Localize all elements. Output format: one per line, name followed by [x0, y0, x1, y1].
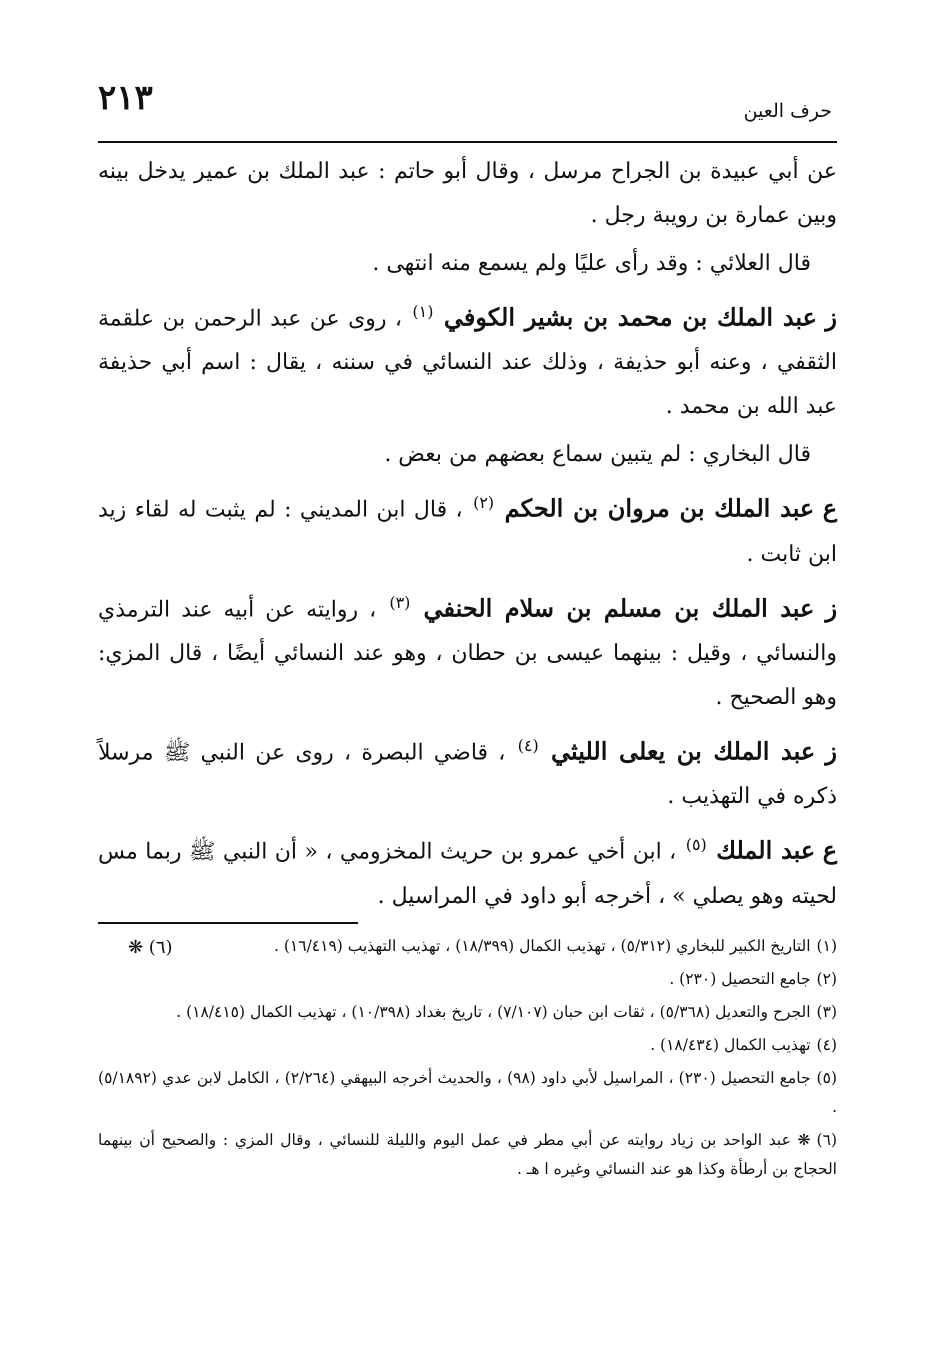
- entry-tag: ع: [822, 493, 838, 523]
- footnotes: [98, 932, 837, 1188]
- footnote-number: (٦): [816, 1131, 837, 1149]
- entry-text: ، ابن أخي عمرو بن حريث المخزومي ، « أن النبي ﷺ ربما مس لحيته وهو يصلي » ، أخرجه أبو داود في المراسيل .: [98, 839, 837, 909]
- footnote-ref[interactable]: (٢): [473, 493, 495, 513]
- entry-abdulmalik-ibn-yala: [98, 724, 837, 819]
- entry-abdulmalik: [98, 823, 837, 918]
- footnote-ref[interactable]: (١): [412, 302, 434, 321]
- footnote-1: [98, 932, 837, 961]
- entry-abdulmalik-ibn-muslim: [98, 581, 837, 720]
- footnote-5: [98, 1064, 837, 1122]
- footnote-text: جامع التحصيل (٢٣٠) .: [669, 970, 811, 988]
- entry-tag: ز: [825, 736, 837, 766]
- footnote-number: (٤): [816, 1036, 837, 1054]
- footnote-text: الجرح والتعديل (٥/٣٦٨) ، ثقات ابن حبان (٧/١٠٧) ، تاريخ بغداد (١٠/٣٩٨) ، تهذيب الكمال (١٨/٤١٥) .: [176, 1003, 811, 1021]
- footnote-ref[interactable]: (٥): [685, 835, 707, 855]
- footnote-ref[interactable]: (٤): [517, 735, 539, 755]
- entry-text: ، روى عن عبد الرحمن بن علقمة الثقفي ، وعنه أبو حذيفة ، وذلك عند النسائي في سننه ، يقال : اسم أبي حذيفة عبد الله بن محمد .: [98, 306, 837, 420]
- header-rule: [98, 141, 837, 143]
- footnote-number: (١): [816, 937, 837, 955]
- entry-text: ، قال ابن المديني : لم يثبت له لقاء زيد ابن ثابت .: [98, 497, 837, 567]
- footnote-number: (٥): [816, 1069, 837, 1087]
- footnote-text: التاريخ الكبير للبخاري (٥/٣١٢) ، تهذيب الكمال (١٨/٣٩٩) ، تهذيب التهذيب (١٦/٤١٩) .: [274, 937, 811, 955]
- entry-name: عبد الملك بن مروان بن الحكم: [504, 493, 815, 523]
- entry-name: عبد الملك بن مسلم بن سلام الحنفي: [423, 592, 815, 622]
- footnote-4: [98, 1031, 837, 1060]
- entry-tag: ز: [825, 592, 838, 622]
- footnote-ref[interactable]: (٣): [389, 592, 411, 612]
- entry-tag: ز: [825, 302, 837, 332]
- entry-name: عبد الملك بن يعلى الليثي: [550, 736, 816, 766]
- footnote-rule: [98, 922, 358, 924]
- paragraph-1: عن أبي عبيدة بن الجراح مرسل ، وقال أبو حاتم : عبد الملك بن عمير يدخل بينه وبين عمارة بن رويبة رجل .: [98, 159, 837, 228]
- paragraph-2: قال العلائي : وقد رأى عليًا ولم يسمع منه انتهى .: [372, 251, 811, 276]
- page-number: ٢١٣: [98, 78, 153, 118]
- entry-tag: ع: [822, 835, 838, 865]
- entry-text: ، قاضي البصرة ، روى عن النبي ﷺ مرسلاً ذكره في التهذيب .: [98, 740, 837, 810]
- footnote-text: ❋ عبد الواحد بن زياد روايته عن أبي مطر في عمل اليوم والليلة للنسائي ، وقال المزي : والصحيح أن بينهما الحجاج بن أرطأة وكذا هو عند النسائي وغيره ا هـ .: [98, 1131, 837, 1178]
- footnote-number: (٣): [816, 1003, 837, 1021]
- footnote-2: [98, 965, 837, 994]
- paragraph-bukhari: قال البخاري : لم يتبين سماع بعضهم من بعض .: [384, 442, 811, 468]
- footnote-text: جامع التحصيل (٢٣٠) ، المراسيل لأبي داود (٩٨) ، والحديث أخرجه البيهقي (٢/٢٦٤) ، الكامل لابن عدي (٥/١٨٩٢) .: [98, 1069, 837, 1116]
- footnote-6: [98, 1126, 837, 1184]
- footnote-ref[interactable]: ❋ (٦): [128, 936, 173, 958]
- entry-name: عبد الملك: [716, 835, 816, 865]
- entry-abdulmalik-ibn-muhammad: [98, 290, 837, 429]
- entry-text: ، روايته عن أبيه عند الترمذي والنسائي ، وقيل : بينهما عيسى بن حطان ، وهو عند النسائي أيضًا ، قال المزي: وهو الصحيح .: [98, 596, 837, 710]
- running-title: حرف العين: [743, 100, 832, 122]
- footnote-text: تهذيب الكمال (١٨/٤٣٤) .: [650, 1036, 811, 1054]
- entry-abdulmalik-ibn-marwan: [98, 481, 837, 576]
- entry-name: عبد الملك بن محمد بن بشير الكوفي: [443, 302, 817, 332]
- footnote-3: [98, 998, 837, 1027]
- footnote-number: (٢): [816, 970, 837, 988]
- main-text: [98, 150, 837, 970]
